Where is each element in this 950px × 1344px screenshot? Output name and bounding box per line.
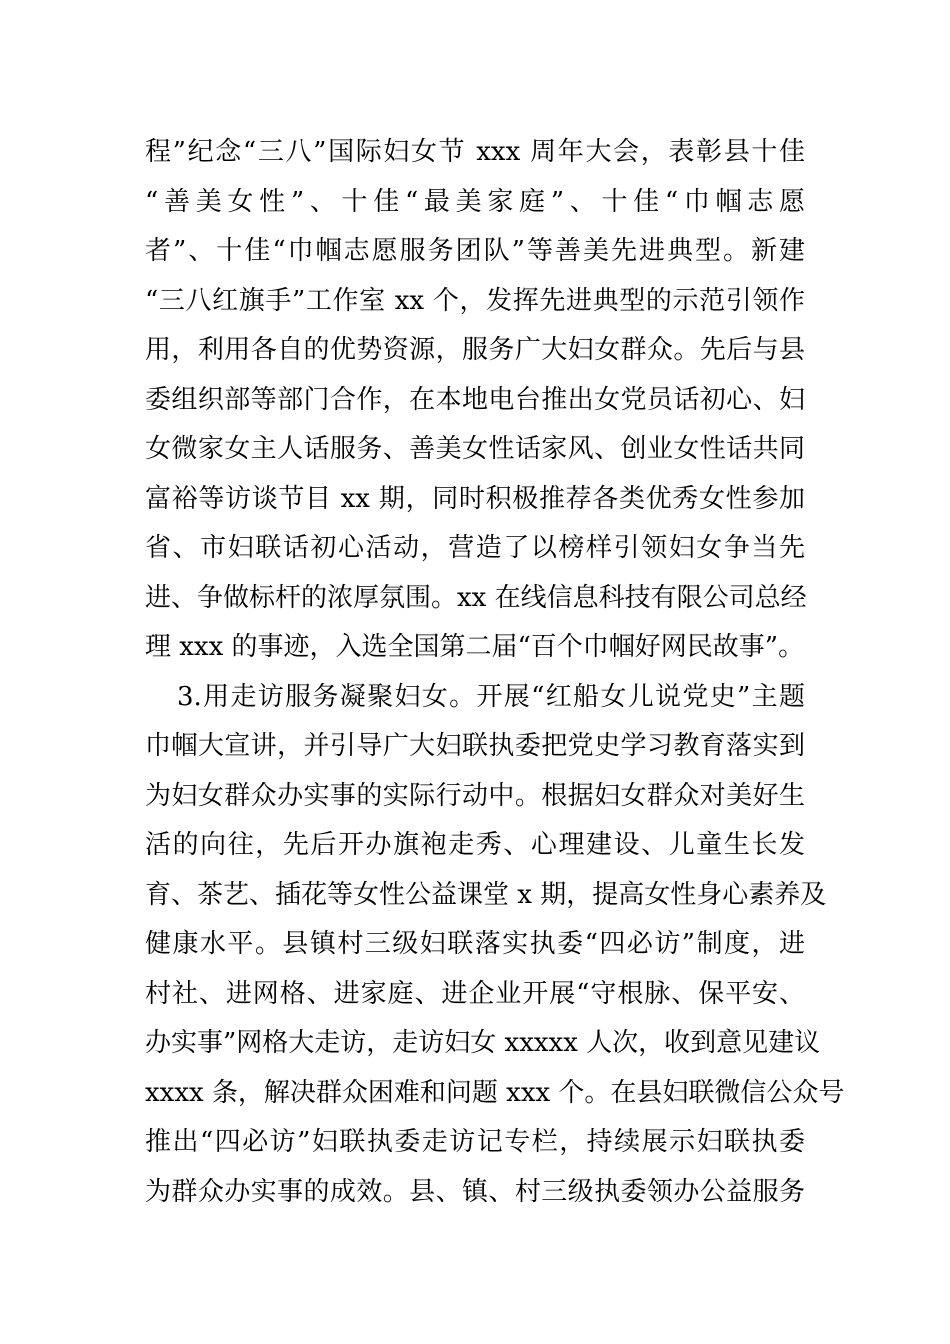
text-line: 活的向往，先后开办旗袍走秀、心理建设、儿童生长发 <box>145 830 805 860</box>
text-line: 健康水平。县镇村三级妇联落实执委“四必访”制度，进 <box>145 929 805 959</box>
text-line: 办实事”网格大走访，走访妇女 xxxxx 人次，收到意见建议 <box>145 1028 821 1058</box>
text-line: “三八红旗手”工作室 xx 个，发挥先进典型的示范引领作 <box>145 285 805 316</box>
text-line: “善美女性”、十佳“最美家庭”、十佳“巾帼志愿 <box>145 186 805 217</box>
text-line: 省、市妇联话初心活动，营造了以榜样引领妇女争当先 <box>145 533 805 563</box>
paragraph-2 <box>145 673 845 1218</box>
text-line: 者”、十佳“巾帼志愿服务团队”等善美先进典型。新建 <box>145 236 805 266</box>
text-line: 为妇女群众办实事的实际行动中。根据妇女群众对美好生 <box>145 780 805 811</box>
text-line: 程”纪念“三八”国际妇女节 xxx 周年大会，表彰县十佳 <box>145 137 805 167</box>
text-line: 进、争做标杆的浓厚氛围。xx 在线信息科技有限公司总经 <box>145 582 807 613</box>
text-line: 理 xxx 的事迹，入选全国第二届“百个巾帼好网民故事”。 <box>145 632 805 662</box>
text-line: 3.用走访服务凝聚妇女。开展“红船女儿说党史”主题 <box>177 681 805 712</box>
text-line: 巾帼大宣讲，并引导广大妇联执委把党史学习教育落实到 <box>145 731 805 761</box>
text-line: 为群众办实事的成效。县、镇、村三级执委领办公益服务 <box>145 1176 805 1207</box>
text-line: 育、茶艺、插花等女性公益课堂 x 期，提高女性身心素养及 <box>145 879 827 910</box>
text-line: 富裕等访谈节目 xx 期，同时积极推荐各类优秀女性参加 <box>145 483 805 514</box>
paragraph-1 <box>145 128 805 673</box>
text-line: 用，利用各自的优势资源，服务广大妇女群众。先后与县 <box>145 335 805 365</box>
text-line: xxxx 条，解决群众困难和问题 xxx 个。在县妇联微信公众号 <box>145 1077 845 1108</box>
text-line: 委组织部等部门合作，在本地电台推出女党员话初心、妇 <box>145 384 805 415</box>
text-line: 女微家女主人话服务、善美女性话家风、创业女性话共同 <box>145 434 805 464</box>
document-body <box>145 128 845 1217</box>
text-line: 村社、进网格、进家庭、进企业开展“守根脉、保平安、 <box>145 978 805 1009</box>
text-line: 推出“四必访”妇联执委走访记专栏，持续展示妇联执委 <box>145 1127 805 1157</box>
